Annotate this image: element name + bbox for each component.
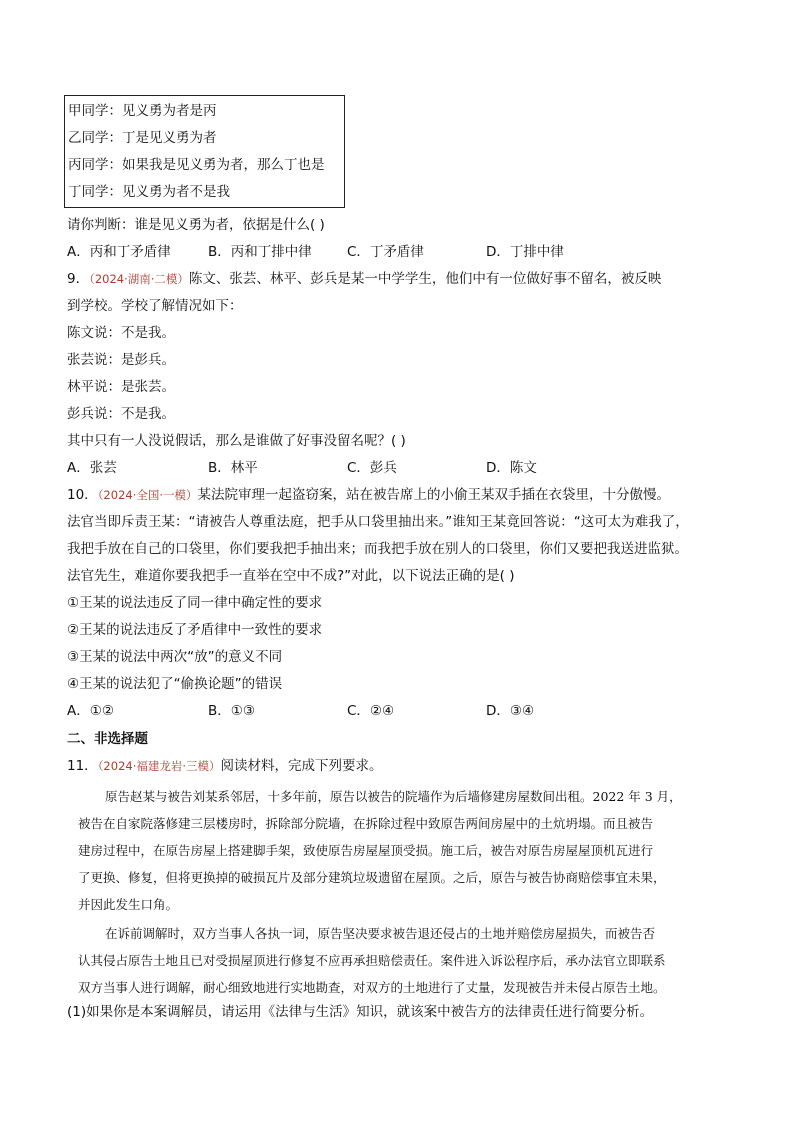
q10-line2: 法官当即斥责王某：“请被告人尊重法庭，把手从口袋里抽出来。”谁知王某竟回答说：“这可太为难我了， <box>67 514 689 530</box>
q10-number: 10． <box>67 487 98 503</box>
q10-line3: 我把手放在自己的口袋里，你们要我把手抽出来；而我把手放在别人的口袋里，你们又要把我送进监狱。 <box>67 541 688 557</box>
q11-subquestion-1: (1)如果你是本案调解员，请运用《法律与生活》知识，就该案中被告方的法律责任进行简要分析。 <box>67 1004 654 1020</box>
q10-statement-1: ①王某的说法违反了同一律中确定性的要求 <box>67 595 323 611</box>
q10-option-c[interactable]: C．②④ <box>347 703 395 719</box>
q9-prompt: 其中只有一人没说假话，那么是谁做了好事没留名呢？( ) <box>67 433 406 449</box>
q11-number: 11． <box>67 758 98 774</box>
q8-option-d[interactable]: D．丁排中律 <box>486 244 564 260</box>
q9-line2: 到学校。学校了解情况如下： <box>67 298 243 314</box>
q11-line1 <box>67 757 383 775</box>
q10-option-d[interactable]: D．③④ <box>486 703 535 719</box>
q11-material-line-6: 在诉前调解时，双方当事人各执一词，原告坚决要求被告退还侵占的土地并赔偿房屋损失，而被告否 <box>105 926 656 941</box>
q11-source: （2024·福建龙岩·三模） <box>97 759 221 773</box>
q8-option-b[interactable]: B．丙和丁排中律 <box>208 244 312 260</box>
q10-statement-2: ②王某的说法违反了矛盾律中一致性的要求 <box>67 622 323 638</box>
q9-statement-pengbing: 彭兵说：不是我。 <box>67 406 175 422</box>
q11-material-line-8: 双方当事人进行调解，耐心细致地进行实地勘查，对双方的土地进行了丈量，发现被告并未侵占原告土地。 <box>78 980 666 995</box>
q9-statement-chenwen: 陈文说：不是我。 <box>67 325 175 341</box>
q9-number: 9． <box>67 271 90 287</box>
q9-option-d[interactable]: D．陈文 <box>486 460 537 476</box>
statement-yi: 乙同学：丁是见义勇为者 <box>68 130 217 146</box>
q11-material-line-2: 被告在自家院落修建三层楼房时，拆除部分院墙，在拆除过程中致原告两间房屋中的土炕坍塌。而且被告 <box>78 816 654 831</box>
q11-material-line-3: 建房过程中，在原告房屋上搭建脚手架，致使原告房屋屋顶受损。施工后，被告对原告房屋屋顶机瓦进行 <box>78 843 654 858</box>
q10-text: 某法院审理一起盗窃案，站在被告席上的小偷王某双手插在衣袋里，十分傲慢。 <box>197 487 671 503</box>
q10-statement-4: ④王某的说法犯了“偷换论题”的错误 <box>67 676 283 692</box>
section-title-non-choice: 二、非选择题 <box>67 731 148 747</box>
q9-line1 <box>67 270 661 288</box>
q11-material-line-5: 并因此发生口角。 <box>78 897 179 912</box>
q11-material-line-1: 原告赵某与被告刘某系邻居，十多年前，原告以被告的院墙作为后墙修建房屋数间出租。2022 年 3 月， <box>105 789 682 804</box>
q11-material-line-4: 了更换、修复，但将更换掉的破损瓦片及部分建筑垃圾遗留在屋顶。之后，原告与被告协商赔偿事宜未果， <box>78 870 666 885</box>
q9-option-a[interactable]: A．张芸 <box>67 460 117 476</box>
q10-option-a[interactable]: A．①② <box>67 703 114 719</box>
q9-statement-zhangyun: 张芸说：是彭兵。 <box>67 352 175 368</box>
q9-option-c[interactable]: C．彭兵 <box>347 460 397 476</box>
statement-bing: 丙同学：如果我是见义勇为者，那么丁也是 <box>68 157 325 173</box>
q10-option-b[interactable]: B．①③ <box>208 703 255 719</box>
q11-material-line-7: 认其侵占原告土地且已对受损屋顶进行修复不应再承担赔偿责任。案件进入诉讼程序后，承办法官立即联系 <box>78 953 666 968</box>
q9-statement-linping: 林平说：是张芸。 <box>67 379 175 395</box>
statement-jia: 甲同学：见义勇为者是丙 <box>68 103 217 119</box>
q8-prompt: 请你判断：谁是见义勇为者，依据是什么( ) <box>67 217 325 233</box>
q10-source: （2024·全国·一模） <box>97 488 198 502</box>
q8-option-a[interactable]: A．丙和丁矛盾律 <box>67 244 171 260</box>
q10-line4: 法官先生，难道你要我把手一直举在空中不成?”对此，以下说法正确的是( ) <box>67 568 515 584</box>
q10-line1 <box>67 486 670 504</box>
q9-text: 陈文、张芸、林平、彭兵是某一中学学生，他们中有一位做好事不留名，被反映 <box>188 271 662 287</box>
q9-source: （2024·湖南·二模） <box>89 272 189 286</box>
q9-option-b[interactable]: B．林平 <box>208 460 258 476</box>
q10-statement-3: ③王某的说法中两次“放”的意义不同 <box>67 649 283 665</box>
q8-option-c[interactable]: C．丁矛盾律 <box>347 244 424 260</box>
q11-text: 阅读材料，完成下列要求。 <box>220 758 383 774</box>
statement-box <box>64 95 345 208</box>
statement-ding: 丁同学：见义勇为者不是我 <box>68 184 230 200</box>
